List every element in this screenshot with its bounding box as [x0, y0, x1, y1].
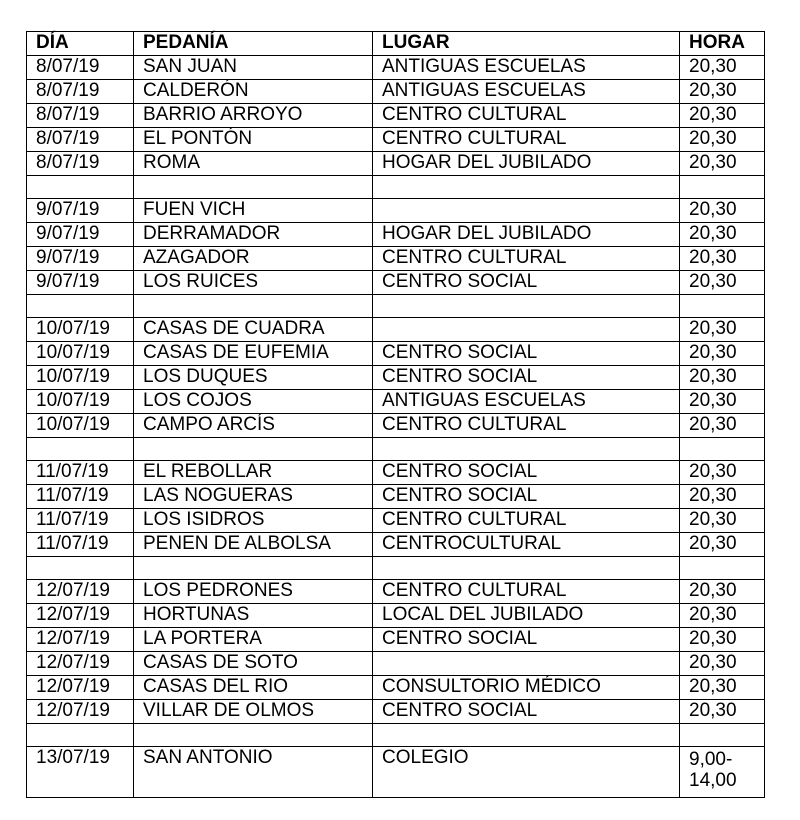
table-row [27, 128, 765, 152]
cell-dia: 8/07/19 [27, 80, 134, 104]
table-row [27, 604, 765, 628]
cell-hora: 20,30 [680, 318, 765, 342]
cell-dia: 9/07/19 [27, 271, 134, 295]
cell-dia: 11/07/19 [27, 485, 134, 509]
cell-hora: 20,30 [680, 676, 765, 700]
empty-cell [373, 557, 680, 580]
cell-hora: 20,30 [680, 509, 765, 533]
cell-pedania: CAMPO ARCÍS [134, 414, 373, 438]
cell-pedania: BARRIO ARROYO [134, 104, 373, 128]
table-row [27, 366, 765, 390]
cell-lugar: LOCAL DEL JUBILADO [373, 604, 680, 628]
cell-lugar: CENTRO SOCIAL [373, 461, 680, 485]
cell-pedania: CALDERÓN [134, 80, 373, 104]
cell-dia: 8/07/19 [27, 128, 134, 152]
cell-pedania: LOS ISIDROS [134, 509, 373, 533]
cell-pedania: SAN ANTONIO [134, 747, 373, 798]
cell-pedania: CASAS DEL RIO [134, 676, 373, 700]
table-row [27, 580, 765, 604]
cell-pedania: LOS RUICES [134, 271, 373, 295]
cell-pedania: LOS COJOS [134, 390, 373, 414]
cell-hora: 20,30 [680, 390, 765, 414]
cell-hora: 20,30 [680, 700, 765, 724]
cell-lugar: HOGAR DEL JUBILADO [373, 152, 680, 176]
cell-dia: 10/07/19 [27, 366, 134, 390]
cell-pedania: HORTUNAS [134, 604, 373, 628]
schedule-table [26, 31, 765, 798]
empty-cell [680, 295, 765, 318]
table-row [27, 414, 765, 438]
table-row [27, 247, 765, 271]
cell-dia: 12/07/19 [27, 700, 134, 724]
cell-lugar: ANTIGUAS ESCUELAS [373, 56, 680, 80]
cell-lugar [373, 318, 680, 342]
cell-pedania: LOS DUQUES [134, 366, 373, 390]
cell-lugar: CENTROCULTURAL [373, 533, 680, 557]
cell-hora: 20,30 [680, 247, 765, 271]
cell-hora: 20,30 [680, 104, 765, 128]
spacer-row [27, 176, 765, 199]
cell-hora: 20,30 [680, 56, 765, 80]
cell-hora: 20,30 [680, 80, 765, 104]
cell-hora: 20,30 [680, 199, 765, 223]
cell-lugar: CENTRO SOCIAL [373, 700, 680, 724]
cell-pedania: DERRAMADOR [134, 223, 373, 247]
cell-lugar [373, 199, 680, 223]
cell-dia: 8/07/19 [27, 152, 134, 176]
cell-pedania: CASAS DE EUFEMIA [134, 342, 373, 366]
cell-pedania: EL PONTÓN [134, 128, 373, 152]
cell-lugar: CENTRO SOCIAL [373, 628, 680, 652]
empty-cell [373, 295, 680, 318]
cell-lugar: CONSULTORIO MÉDICO [373, 676, 680, 700]
spacer-row [27, 438, 765, 461]
cell-hora: 9,00-14,00 [680, 747, 765, 798]
empty-cell [27, 176, 134, 199]
cell-pedania: CASAS DE SOTO [134, 652, 373, 676]
table-row [27, 676, 765, 700]
cell-lugar: COLEGIO [373, 747, 680, 798]
cell-pedania: PENEN DE ALBOLSA [134, 533, 373, 557]
cell-dia: 9/07/19 [27, 199, 134, 223]
table-row [27, 223, 765, 247]
table-row [27, 461, 765, 485]
cell-hora: 20,30 [680, 366, 765, 390]
empty-cell [27, 438, 134, 461]
cell-pedania: EL REBOLLAR [134, 461, 373, 485]
cell-hora: 20,30 [680, 628, 765, 652]
spacer-row [27, 295, 765, 318]
empty-cell [27, 557, 134, 580]
cell-pedania: VILLAR DE OLMOS [134, 700, 373, 724]
cell-dia: 11/07/19 [27, 533, 134, 557]
spacer-row [27, 724, 765, 747]
cell-lugar: CENTRO SOCIAL [373, 366, 680, 390]
empty-cell [680, 724, 765, 747]
cell-dia: 10/07/19 [27, 390, 134, 414]
empty-cell [134, 724, 373, 747]
cell-dia: 9/07/19 [27, 247, 134, 271]
cell-lugar: CENTRO CULTURAL [373, 104, 680, 128]
cell-hora: 20,30 [680, 414, 765, 438]
cell-hora: 20,30 [680, 342, 765, 366]
cell-lugar: CENTRO CULTURAL [373, 580, 680, 604]
empty-cell [373, 176, 680, 199]
cell-lugar: ANTIGUAS ESCUELAS [373, 80, 680, 104]
table-row [27, 747, 765, 798]
cell-lugar: CENTRO SOCIAL [373, 342, 680, 366]
table-row [27, 199, 765, 223]
empty-cell [680, 557, 765, 580]
cell-hora: 20,30 [680, 152, 765, 176]
empty-cell [680, 176, 765, 199]
table-row [27, 152, 765, 176]
empty-cell [134, 295, 373, 318]
empty-cell [373, 724, 680, 747]
empty-cell [373, 438, 680, 461]
header-hora: HORA [680, 32, 765, 56]
cell-lugar: CENTRO CULTURAL [373, 509, 680, 533]
empty-cell [680, 438, 765, 461]
cell-hora: 20,30 [680, 128, 765, 152]
header-lugar: LUGAR [373, 32, 680, 56]
empty-cell [27, 724, 134, 747]
table-row [27, 80, 765, 104]
cell-pedania: LOS PEDRONES [134, 580, 373, 604]
cell-dia: 12/07/19 [27, 628, 134, 652]
header-dia: DÍA [27, 32, 134, 56]
table-row [27, 628, 765, 652]
cell-dia: 12/07/19 [27, 580, 134, 604]
table-row [27, 533, 765, 557]
cell-dia: 11/07/19 [27, 461, 134, 485]
cell-dia: 12/07/19 [27, 604, 134, 628]
cell-dia: 12/07/19 [27, 652, 134, 676]
table-row [27, 56, 765, 80]
cell-lugar: CENTRO CULTURAL [373, 414, 680, 438]
cell-dia: 10/07/19 [27, 342, 134, 366]
cell-dia: 11/07/19 [27, 509, 134, 533]
table-row [27, 485, 765, 509]
cell-pedania: ROMA [134, 152, 373, 176]
cell-pedania: CASAS DE CUADRA [134, 318, 373, 342]
cell-pedania: LAS NOGUERAS [134, 485, 373, 509]
table-row [27, 509, 765, 533]
cell-lugar: CENTRO CULTURAL [373, 247, 680, 271]
table-row [27, 652, 765, 676]
cell-dia: 13/07/19 [27, 747, 134, 798]
table-row [27, 342, 765, 366]
cell-lugar: CENTRO SOCIAL [373, 271, 680, 295]
cell-hora: 20,30 [680, 271, 765, 295]
cell-hora: 20,30 [680, 223, 765, 247]
table-body [27, 56, 765, 798]
table-row [27, 700, 765, 724]
cell-hora: 20,30 [680, 652, 765, 676]
cell-dia: 12/07/19 [27, 676, 134, 700]
cell-lugar: ANTIGUAS ESCUELAS [373, 390, 680, 414]
cell-lugar [373, 652, 680, 676]
table-row [27, 104, 765, 128]
cell-dia: 10/07/19 [27, 414, 134, 438]
cell-lugar: CENTRO SOCIAL [373, 485, 680, 509]
header-pedania: PEDANÍA [134, 32, 373, 56]
empty-cell [27, 295, 134, 318]
table-row [27, 271, 765, 295]
table-row [27, 318, 765, 342]
empty-cell [134, 176, 373, 199]
cell-pedania: LA PORTERA [134, 628, 373, 652]
header-row [27, 32, 765, 56]
cell-dia: 10/07/19 [27, 318, 134, 342]
cell-lugar: CENTRO CULTURAL [373, 128, 680, 152]
empty-cell [134, 438, 373, 461]
spacer-row [27, 557, 765, 580]
cell-hora: 20,30 [680, 580, 765, 604]
empty-cell [134, 557, 373, 580]
cell-pedania: SAN JUAN [134, 56, 373, 80]
cell-dia: 8/07/19 [27, 56, 134, 80]
cell-dia: 9/07/19 [27, 223, 134, 247]
cell-lugar: HOGAR DEL JUBILADO [373, 223, 680, 247]
cell-pedania: AZAGADOR [134, 247, 373, 271]
cell-hora: 20,30 [680, 485, 765, 509]
cell-hora: 20,30 [680, 461, 765, 485]
cell-hora: 20,30 [680, 533, 765, 557]
cell-hora: 20,30 [680, 604, 765, 628]
cell-dia: 8/07/19 [27, 104, 134, 128]
table-row [27, 390, 765, 414]
cell-pedania: FUEN VICH [134, 199, 373, 223]
